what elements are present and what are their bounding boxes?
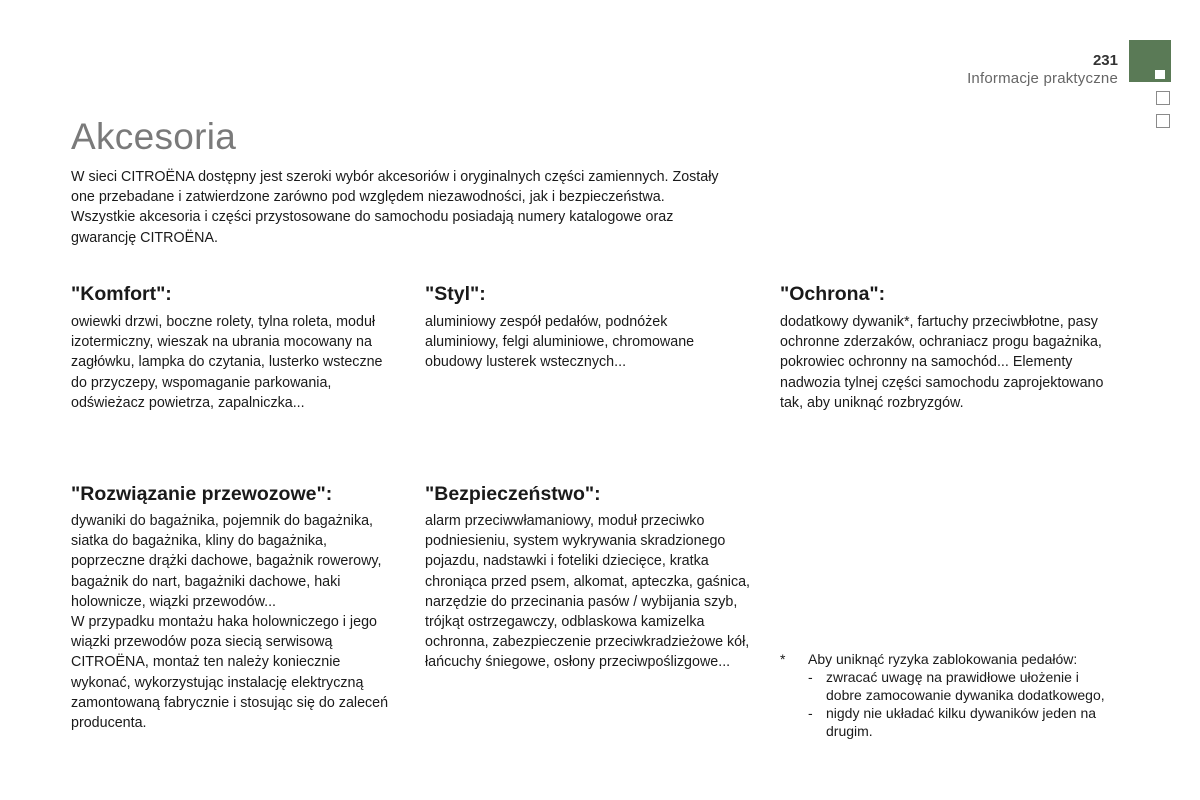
intro-paragraph: W sieci CITROËNA dostępny jest szeroki wybór akcesoriów i oryginalnych części zamiennych. Zostały one przebadane i zatwierdzone zarówno pod względem niezawodności, jak i bezpieczeństwa. [71,169,719,206]
dash: - [808,669,813,685]
text-komfort [71,312,401,413]
paragraph: owiewki drzwi, boczne rolety, tylna roleta, moduł izotermiczny, wieszak na ubrania mocowany na zagłówku, lampka do czytania, lusterko wsteczne do przyczepy, wspomaganie parkowania, odświeżacz powietrza, zapalniczka... [71,314,383,411]
footnote [780,650,1120,740]
heading-komfort: "Komfort": [71,283,172,305]
footnote-item [808,668,1108,704]
paragraph: W przypadku montażu haka holowniczego i jego wiązki przewodów poza siecią serwisową CITROËNA, montaż ten należy koniecznie wykonać, wykorzystując instalację elektryczną zamontowaną fabrycznie i stosując się do zaleceń producenta. [71,614,389,732]
footnote-item [808,704,1108,740]
paragraph: dodatkowy dywanik*, fartuchy przeciwbłotne, pasy ochronne zderzaków, ochraniacz progu bagażnika, pokrowiec ochronny na samochód... Elementy nadwozia tylnej części samochodu zaprojektowano tak, aby uniknąć rozbryzgów. [780,314,1104,411]
heading-ochrona: "Ochrona": [780,283,886,305]
paragraph: aluminiowy zespół pedałów, podnóżek aluminiowy, felgi aluminiowe, chromowane obudowy lusterek wstecznych... [425,314,695,371]
footnote-item-text: nigdy nie układać kilku dywaników jeden na drugim. [826,705,1097,739]
section-name: Informacje praktyczne [967,70,1118,87]
text-ochrona [780,312,1115,413]
chapter-tab-marker [1155,70,1165,79]
page-number: 231 [1092,52,1118,69]
heading-styl: "Styl": [425,283,486,305]
page-title: Akcesoria [71,116,237,157]
footnote-intro: Aby uniknąć ryzyka zablokowania pedałów: [808,651,1078,667]
chapter-box-icon [1156,114,1170,128]
paragraph: alarm przeciwwłamaniowy, moduł przeciwko podniesieniu, system wykrywania skradzionego pojazdu, nadstawki i foteliki dziecięce, kratka chroniąca przed psem, alkomat, apteczka, gaśnica, narzędzie do przecinania pasów / wybijania szyb, trójkąt ostrzegawczy, odblaskowa kamizelka ochronna, zabezpieczenie przeciwkradzieżowe kół, łańcuchy śniegowe, osłony przeciwpoślizgowe... [425,513,751,671]
text-styl [425,312,735,373]
dash: - [808,705,813,721]
chapter-tab [1129,40,1171,82]
text-bezpieczenstwo [425,511,755,673]
footnote-item-text: zwracać uwagę na prawidłowe ułożenie i dobre zamocowanie dywanika dodatkowego, [826,669,1105,703]
intro-paragraph: Wszystkie akcesoria i części przystosowane do samochodu posiadają numery katalogowe oraz gwarancję CITROËNA. [71,209,674,246]
heading-bezpieczenstwo: "Bezpieczeństwo": [425,483,601,505]
heading-przewozowe: "Rozwiązanie przewozowe": [71,483,333,505]
text-przewozowe [71,511,396,733]
paragraph: dywaniki do bagażnika, pojemnik do bagażnika, siatka do bagażnika, kliny do bagażnika, poprzeczne drążki dachowe, bagażnik rowerowy, bagażnik do nart, bagażniki dachowe, haki holownicze, wiązki przewodów... [71,513,382,610]
chapter-box-icon [1156,91,1170,105]
footnote-marker: * [780,651,786,667]
intro-text [71,167,741,248]
